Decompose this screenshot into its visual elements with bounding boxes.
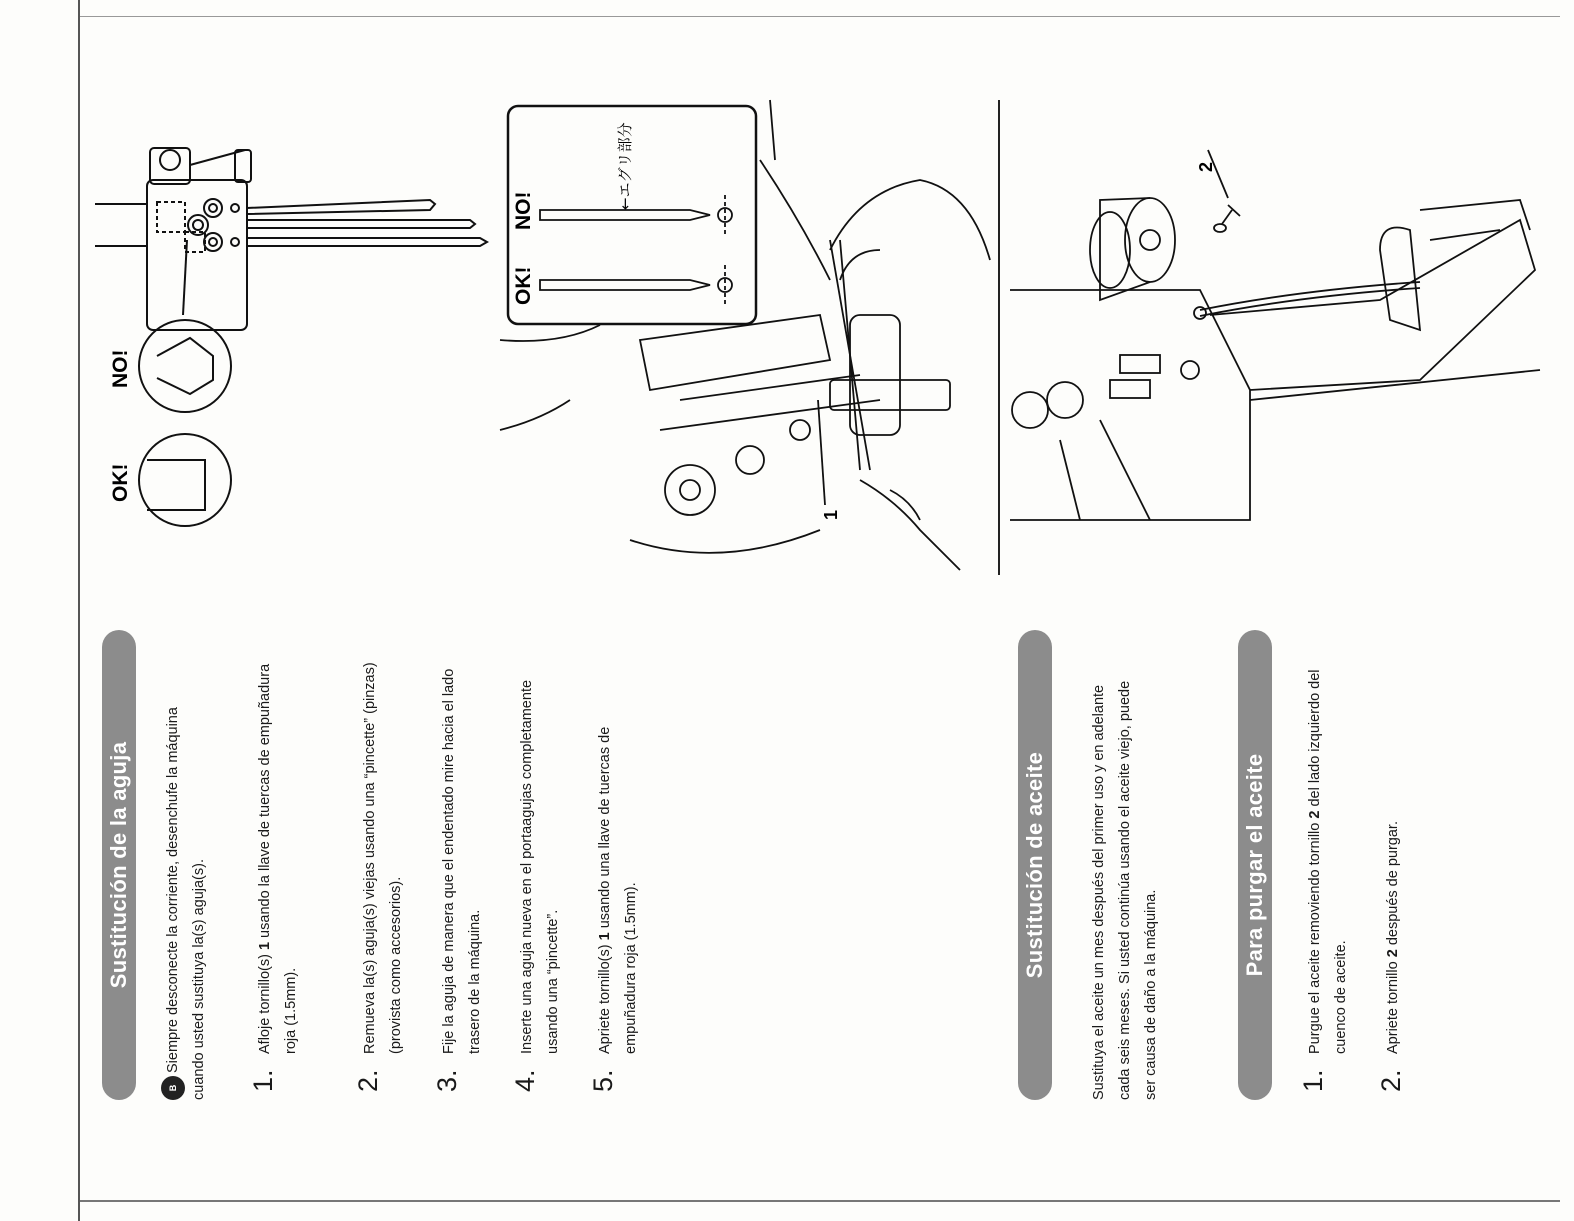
needle-step-1: [248, 664, 304, 1092]
screw-ref: 2: [1307, 810, 1323, 819]
screw-ref: 2: [1385, 949, 1401, 958]
needle-intro-line-1: Siempre desconecte la corriente, desenchufe la máquina: [165, 707, 181, 1073]
needle-step-4: [510, 680, 566, 1092]
screw-ref: 1: [597, 932, 613, 941]
needle-replacement-illustration: [500, 100, 1000, 580]
step-text-part: después de purgar.: [1385, 821, 1401, 950]
step-number: 4.: [510, 1069, 540, 1092]
step-text-part: usando una llave de tuercas de: [597, 726, 613, 933]
needle-step-2: [353, 662, 409, 1092]
needle-heading: Sustitución de la aguja: [102, 630, 136, 1100]
step-text-line: Inserte una aguja nueva en el portaagujas completamente: [519, 679, 535, 1054]
step-number: 3.: [432, 1069, 462, 1092]
step-text-line: roja (1.5mm).: [283, 967, 299, 1054]
step-text: [248, 664, 304, 1054]
step-text: [588, 727, 644, 1054]
binding-edge: [78, 0, 80, 1221]
step-text-line: Fije la aguja de manera que el endentado mire hacia el lado: [441, 668, 457, 1054]
step-text: [1376, 821, 1406, 1054]
step-text-part: del lado izquierdo del: [1307, 669, 1323, 811]
step-text-part: Apriete tornillo(s): [597, 940, 613, 1054]
step-text-line: usando una “pincette”.: [545, 909, 561, 1054]
needle-step-5: [588, 727, 644, 1092]
step-text: [432, 669, 488, 1054]
step-number: 2.: [353, 1069, 383, 1092]
step-text-line: cuenco de aceite.: [1333, 940, 1349, 1054]
screw-ref: 1: [257, 941, 273, 951]
inset-ok-label: OK!: [512, 266, 535, 305]
step-number: 1.: [248, 1069, 278, 1092]
step-text-line: (provista como accesorios).: [388, 876, 404, 1054]
oil-change-line: cada seis meses. Si usted continúa usando el aceite viejo, puede: [1117, 680, 1133, 1100]
oil-change-line: ser causa de daño a la máquina.: [1143, 889, 1159, 1100]
oil-change-heading: Sustitución de aceite: [1018, 630, 1052, 1100]
page-edge-top: [80, 16, 1560, 17]
needle-step-3: [432, 669, 488, 1092]
callout-2: 2: [1196, 161, 1216, 172]
no-label: NO!: [109, 349, 132, 388]
ok-label: OK!: [109, 463, 132, 502]
step-text-line: Remueva la(s) aguja(s) viejas usando una “pincette” (pinzas): [362, 662, 378, 1054]
page-edge-bottom: [80, 1200, 1560, 1202]
oil-purge-step-2: [1376, 821, 1406, 1092]
oil-purge-heading: Para purgar el aceite: [1238, 630, 1272, 1100]
step-text-line: trasero de la máquina.: [467, 909, 483, 1054]
step-text: [510, 680, 566, 1054]
step-text: [1298, 669, 1354, 1054]
step-number: 2.: [1376, 1069, 1406, 1092]
needle-intro-line-2: cuando usted sustituya la(s) aguja(s).: [191, 859, 207, 1100]
step-text-part: Purgue el aceite removiendo tornillo: [1307, 818, 1323, 1054]
oil-change-line: Sustituya el aceite un mes después del primer uso y en adelante: [1091, 684, 1107, 1100]
oil-drain-illustration: [1000, 100, 1540, 540]
needle-intro: [160, 707, 212, 1100]
brother-logo-icon: B: [161, 1076, 185, 1100]
step-text-part: Afloje tornillo(s): [257, 950, 273, 1054]
step-text: [353, 662, 409, 1054]
needle-clamp-illustration: [95, 120, 495, 560]
step-number: 1.: [1298, 1069, 1328, 1092]
oil-change-text: [1086, 681, 1164, 1100]
step-text-line: empuñadura roja (1.5mm).: [623, 882, 639, 1054]
step-text-part: Apriete tornillo: [1385, 957, 1401, 1054]
inset-no-label: NO!: [512, 191, 535, 230]
callout-1: 1: [821, 509, 841, 520]
oil-purge-step-1: [1298, 669, 1354, 1092]
step-number: 5.: [588, 1069, 618, 1092]
step-text-part: usando la llave de tuercas de empuñadura: [257, 663, 273, 942]
inset-note: ←エグリ部分: [616, 122, 634, 210]
